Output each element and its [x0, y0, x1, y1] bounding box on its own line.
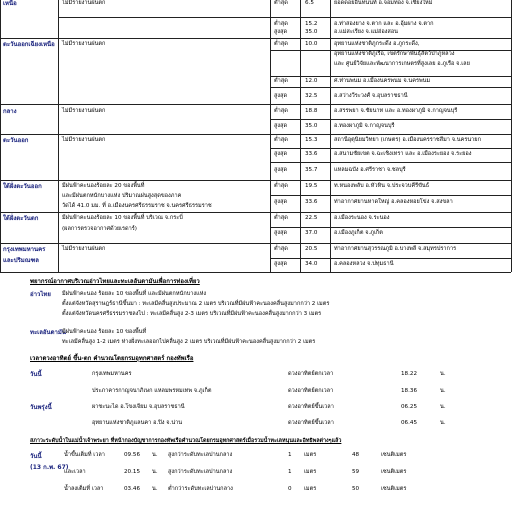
- region-north: เหนือ: [3, 0, 17, 7]
- temp-value: 35.7: [305, 167, 318, 173]
- tide-meters-unit: เมตร: [304, 469, 317, 475]
- sun-place: ผาชะนะได อ.โขงเจียม จ.อุบลราชธานี: [92, 404, 185, 410]
- tide-meters-unit: เมตร: [304, 486, 317, 492]
- sun-event: ดวงอาทิตย์ขึ้นเวลา: [288, 420, 334, 426]
- temp-value: 15.2: [305, 21, 318, 27]
- temp-value: 12.0: [305, 78, 318, 84]
- rain-report-northeast: ไม่มีรายงานฝนตก: [62, 41, 106, 47]
- row-divider: [270, 258, 511, 259]
- col-divider: [0, 0, 1, 272]
- temp-type: ต่ำสุด: [274, 108, 288, 114]
- temp-value: 37.0: [305, 230, 318, 236]
- temp-station: ศ.ท่านพนม อ.เมืองนครพนม จ.นครพนม: [334, 78, 431, 84]
- rain-report-central: ไม่มีรายงานฝนตก: [62, 108, 106, 114]
- temp-value: 22.5: [305, 215, 318, 221]
- tide-cm: 50: [352, 486, 360, 492]
- temp-type: สูงสุด: [274, 261, 288, 267]
- tide-meters-unit: เมตร: [304, 452, 317, 458]
- col-divider: [300, 0, 301, 272]
- temp-station: อ.แม่สะเรียง จ.แม่ฮ่องสอน: [334, 29, 399, 35]
- row-divider: [270, 87, 511, 88]
- region-bangkok: กรุงเทพมหานคร: [3, 246, 46, 253]
- rain-report-south-east-2: และมีฝนตกหนักบางแห่ง ปริมาณฝนสูงสุดของภาค: [62, 193, 182, 199]
- temp-station-line: อุทยานแห่งชาติภูเรือ, เขตรักษาพันธุ์สัตว์ป่าภูหลวง: [334, 51, 455, 57]
- sun-place: กรุงเทพมหานคร: [92, 371, 132, 377]
- tide-cm-unit: เซนติเมตร: [381, 469, 407, 475]
- tide-event: น้ำลงเต็มที่ เวลา: [64, 486, 104, 492]
- sun-event: ดวงอาทิตย์ขึ้นเวลา: [288, 404, 334, 410]
- temp-value: 19.5: [305, 183, 318, 189]
- region-central: กลาง: [3, 108, 17, 115]
- row-divider: [270, 195, 511, 196]
- temp-station-line: อุทยานแห่งชาติภูกระดึง อ.ภูกระดึง,: [334, 41, 420, 47]
- col-divider: [330, 0, 331, 272]
- col-divider: [58, 0, 59, 272]
- table-bottom-border: [0, 272, 511, 273]
- temp-type: ต่ำสุด: [274, 183, 288, 189]
- temp-station: อ.สนามชัยเขต จ.ฉะเชิงเทรา และ อ.เมืองระยอง จ.ระยอง: [334, 151, 472, 157]
- tide-time: 09.56: [124, 452, 141, 458]
- temp-station: ท่าอากาศยานหาดใหญ่ อ.คลองหอยโข่ง จ.สงขลา: [334, 199, 453, 205]
- temp-value: 34.0: [305, 261, 318, 267]
- tide-unit: น.: [152, 452, 158, 458]
- tide-date-label: (13 ก.พ. 67): [30, 464, 69, 471]
- row-divider: [270, 148, 511, 149]
- row-divider: [270, 76, 511, 77]
- sun-time: 06.25: [401, 404, 418, 410]
- sun-heading: เวลาดวงอาทิตย์ ขึ้น-ตก คำนวณโดยกรมอุทกศาสตร์ กองทัพเรือ: [30, 355, 194, 362]
- tide-desc: สูงกว่าระดับทะเลปานกลาง: [168, 452, 233, 458]
- temp-station: อ.เมืองภูเก็ต จ.ภูเก็ต: [334, 230, 383, 236]
- temp-station: อ.สรรพยา จ.ชัยนาท และ อ.ทองผาภูมิ จ.กาญจนบุรี: [334, 108, 458, 114]
- tide-time: 03.46: [124, 486, 141, 492]
- temp-type: สูงสุด: [274, 151, 288, 157]
- region-south-east-coast: ใต้ฝั่งตะวันออก: [3, 183, 42, 190]
- region-south-west-coast: ใต้ฝั่งตะวันตก: [3, 215, 39, 222]
- rain-report-south-east-3: วัดได้ 41.0 มม. ที่ อ.เมืองนครศรีธรรมราช จ.นครศรีธรรมราช: [62, 203, 212, 209]
- tide-time: 20.15: [124, 469, 141, 475]
- temp-station-line: และ ศูนย์วิจัยและพัฒนาการเกษตรที่สูงเลย อ.ภูเรือ จ.เลย: [334, 61, 470, 67]
- tide-cm: 48: [352, 452, 360, 458]
- temp-station: อ.คลองหลวง จ.ปทุมธานี: [334, 261, 394, 267]
- tide-day-label: วันนี้: [30, 453, 42, 460]
- row-divider: [270, 119, 511, 120]
- temp-type: สูงสุด: [274, 230, 288, 236]
- gulf-text-line: มีฝนฟ้าคะนอง ร้อยละ 10 ของพื้นที่ และมีฝนตกหนักบางแห่ง: [62, 291, 207, 297]
- temp-station: ยอดดอยอินทนนท์ อ.จอมทอง จ.เชียงใหม่: [334, 0, 433, 6]
- tide-cm: 59: [352, 469, 360, 475]
- row-divider: [270, 162, 511, 163]
- rain-report-south-east-1: มีฝนฟ้าคะนองร้อยละ 20 ของพื้นที่: [62, 183, 145, 189]
- temp-type: สูงสุด: [274, 167, 288, 173]
- temp-type: สูงสุด: [274, 199, 288, 205]
- row-divider: [270, 227, 511, 228]
- sun-unit: น.: [440, 420, 446, 426]
- region-northeast: ตะวันออกเฉียงเหนือ: [3, 41, 55, 48]
- temp-value: 35.0: [305, 123, 318, 129]
- temp-type: ต่ำสุด: [274, 41, 288, 47]
- sun-unit: น.: [440, 388, 446, 394]
- sun-time: 18.36: [401, 388, 418, 394]
- rain-report-north: ไม่มีรายงานฝนตก: [62, 0, 106, 6]
- temp-type: สูงสุด: [274, 123, 288, 129]
- gulf-label: อ่าวไทย: [30, 291, 51, 298]
- sun-unit: น.: [440, 404, 446, 410]
- temp-value: 6.5: [305, 0, 314, 6]
- col-divider: [270, 0, 271, 272]
- tide-desc: ต่ำกว่าระดับทะเลปานกลาง: [168, 486, 233, 492]
- temp-station: อ.ทองผาภูมิ จ.กาญจนบุรี: [334, 123, 395, 129]
- tide-meters: 0: [288, 486, 292, 492]
- sun-time: 06.45: [401, 420, 418, 426]
- sun-place: อุทยานแห่งชาติภูแลนคา อ.ปิง จ.น่าน: [92, 420, 183, 426]
- temp-type: ต่ำสุด: [274, 21, 288, 27]
- tide-meters: 1: [288, 469, 292, 475]
- temp-value: 18.8: [305, 108, 318, 114]
- temp-value: 15.3: [305, 137, 318, 143]
- temp-value: 33.6: [305, 199, 318, 205]
- region-divider: [0, 180, 511, 181]
- rain-report-south-west-2: (ผลการตรวจอากาศด้วยเรดาร์): [62, 226, 137, 232]
- tide-cm-unit: เซนติเมตร: [381, 486, 407, 492]
- sun-event: ดวงอาทิตย์ตกเวลา: [288, 371, 334, 377]
- temp-station: อ.เมืองระนอง จ.ระนอง: [334, 215, 390, 221]
- temp-value: 35.0: [305, 29, 318, 35]
- sun-today-label: วันนี้: [30, 371, 42, 378]
- andaman-label: ทะเลอันดามัน: [30, 329, 66, 336]
- temp-value: 33.6: [305, 151, 318, 157]
- temp-value: 10.0: [305, 41, 318, 47]
- region-divider: [0, 38, 511, 39]
- temp-station: อ.สว่างวีระวงศ์ จ.อุบลราชธานี: [334, 93, 408, 99]
- temp-value: 32.5: [305, 93, 318, 99]
- tide-cm-unit: เซนติเมตร: [381, 452, 407, 458]
- tide-event: น้ำขึ้นเต็มที่ เวลา: [64, 452, 105, 458]
- region-divider: [0, 134, 511, 135]
- temp-type: ต่ำสุด: [274, 215, 288, 221]
- sun-event: ดวงอาทิตย์ตกเวลา: [288, 388, 334, 394]
- temp-station: ท่าอากาศยานสุวรรณภูมิ อ.บางพลี จ.สมุทรปราการ: [334, 246, 457, 252]
- gulf-text-line: ตั้งแต่จังหวัดนครศรีธรรมราชลงไป : ทะเลมีคลื่นสูง 2-3 เมตร บริเวณที่มีฝนฟ้าคะนองคลื่นสูงมากกว่า 3 เมตร: [62, 311, 322, 317]
- rain-report-bangkok: ไม่มีรายงานฝนตก: [62, 246, 106, 252]
- rain-report-south-west-1: มีฝนฟ้าคะนองร้อยละ 10 ของพื้นที่ บริเวณ จ.กระบี่: [62, 215, 183, 221]
- tide-meters: 1: [288, 452, 292, 458]
- temp-station: ท.หนองพลับ อ.หัวหิน จ.ประจวบคีรีขันธ์: [334, 183, 430, 189]
- temp-station: อ.ท่าสองยาง จ.ตาก และ อ.อุ้มผาง จ.ตาก: [334, 21, 434, 27]
- row-divider: [58, 17, 511, 18]
- tide-desc: สูงกว่าระดับทะเลปานกลาง: [168, 469, 233, 475]
- temp-value: 20.5: [305, 246, 318, 252]
- temp-station: สถานีอุตุนิยมวิทยา (เกษตร) อ.เมืองนครราชสีมา จ.นครนายก: [334, 137, 481, 143]
- region-divider: [0, 243, 511, 244]
- gulf-text-line: ตั้งแต่จังหวัดสุราษฎร์ธานีขึ้นมา : ทะเลมีคลื่นสูงประมาณ 2 เมตร บริเวณที่มีฝนฟ้าคะนองคลื่นสูงมากกว่า 2 เมตร: [62, 301, 330, 307]
- temp-type: สูงสุด: [274, 29, 288, 35]
- region-divider: [0, 212, 511, 213]
- sun-tomorrow-label: วันพรุ่งนี้: [30, 404, 52, 411]
- temp-type: ต่ำสุด: [274, 0, 288, 6]
- temp-type: ต่ำสุด: [274, 246, 288, 252]
- tide-event: และเวลา: [64, 469, 86, 475]
- tide-heading: สภาวะระดับน้ำในแม่น้ำเจ้าพระยา ที่หน้ากองบัญชาการกองทัพเรือคำนวณโดยกรมอุทกศาสตร์เมื่อรวมน้ำทะเลหนุนและอิทธิพลต่างๆแล้ว: [30, 438, 342, 444]
- temp-station: แหลมฉบัง อ.ศรีราชา จ.ชลบุรี: [334, 167, 406, 173]
- rain-report-east: ไม่มีรายงานฝนตก: [62, 137, 106, 143]
- temp-type: ต่ำสุด: [274, 137, 288, 143]
- marine-heading: พยากรณ์อากาศบริเวณอ่าวไทยและทะเลอันดามันเพื่อการท่องเที่ยว: [30, 278, 200, 285]
- tide-unit: น.: [152, 486, 158, 492]
- andaman-text-line: ทะเลมีคลื่นสูง 1-2 เมตร ห่างฝั่งทะเลออกไปคลื่นสูง 2 เมตร บริเวณที่มีฝนฟ้าคะนองคลื่นสูงมากกว่า 2 เมตร: [62, 339, 316, 345]
- andaman-text-line: มีฝนฟ้าคะนอง ร้อยละ 10 ของพื้นที่: [62, 329, 147, 335]
- sun-time: 18.22: [401, 371, 418, 377]
- sun-place: ประภาคารกาญจนาภิเษก แหลมพรหมเทพ จ.ภูเก็ต: [92, 388, 212, 394]
- region-east: ตะวันออก: [3, 137, 29, 144]
- sun-unit: น.: [440, 371, 446, 377]
- region-divider: [0, 104, 511, 105]
- temp-type: สูงสุด: [274, 93, 288, 99]
- tide-unit: น.: [152, 469, 158, 475]
- temp-type: ต่ำสุด: [274, 78, 288, 84]
- region-bangkok-line2: และปริมณฑล: [3, 257, 39, 264]
